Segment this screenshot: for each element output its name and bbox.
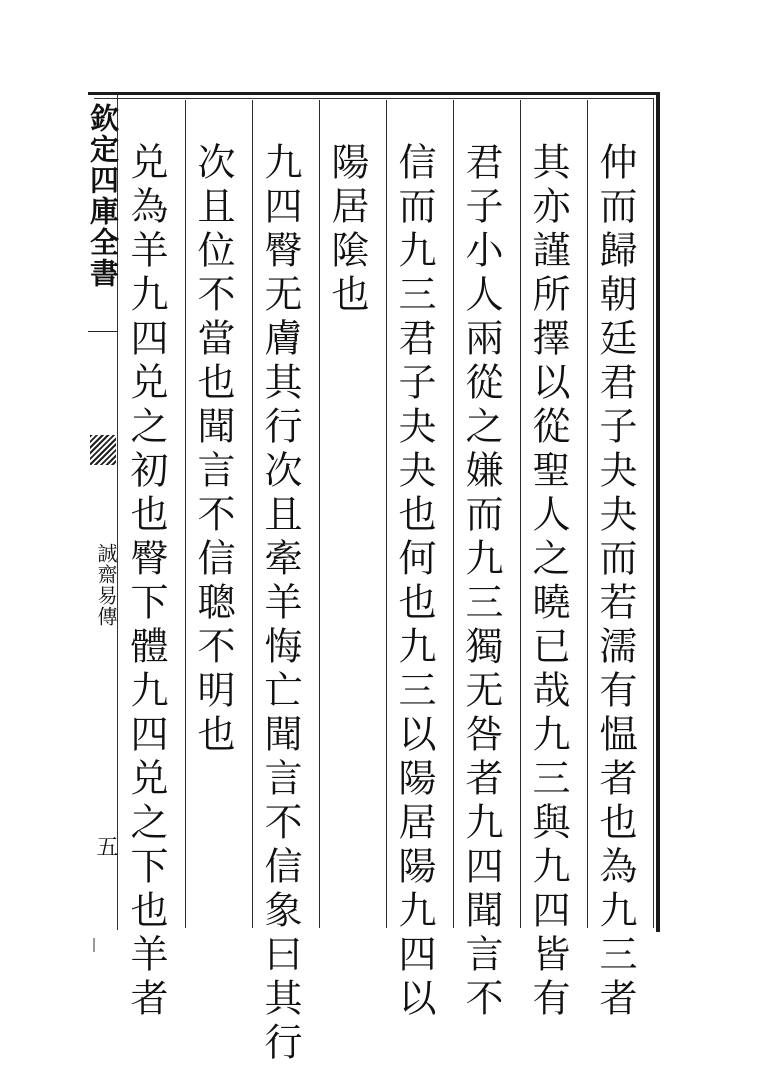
series-title: 欽定四庫全書 [86, 103, 120, 289]
text-column-7 [190, 100, 252, 928]
text-column-3 [458, 100, 520, 1022]
text-column-8 [123, 100, 185, 1022]
column-text: 信而九三君子夬夬也何也九三以陽居陽九四以 [392, 142, 436, 1022]
column-rule [319, 100, 320, 928]
column-text: 九四臀无膚其行次且牽羊悔亡聞言不信象曰其行 [258, 142, 302, 1066]
column-text: 陽居隂也 [325, 142, 369, 318]
column-rule [520, 100, 521, 928]
margin-divider [88, 331, 118, 332]
margin-strip [88, 95, 118, 930]
text-column-6 [257, 100, 319, 1066]
column-text: 其亦謹所擇以從聖人之曉已哉九三與九四皆有 [526, 142, 570, 1022]
book-title: 誠齋易傳 [94, 543, 118, 627]
text-column-4 [391, 100, 453, 1022]
text-column-2 [525, 100, 587, 1022]
fish-tail-mark [90, 435, 116, 465]
column-text: 仲而歸朝廷君子夬夬而若濡有愠者也為九三者 [593, 142, 637, 1022]
column-text: 次且位不當也聞言不信聰不明也 [191, 142, 235, 758]
text-column-5 [324, 100, 386, 928]
folio-number: 五 [93, 835, 118, 857]
scan-mark [93, 938, 95, 952]
column-rule [252, 100, 253, 928]
column-text: 兑為羊九四兑之初也臀下體九四兑之下也羊者 [124, 142, 168, 1022]
column-rule [587, 100, 588, 928]
column-rule [185, 100, 186, 928]
column-rule [386, 100, 387, 928]
text-column-1 [592, 100, 654, 1022]
column-rule [453, 100, 454, 928]
column-text: 君子小人兩從之嫌而九三獨无咎者九四聞言不 [459, 142, 503, 1022]
